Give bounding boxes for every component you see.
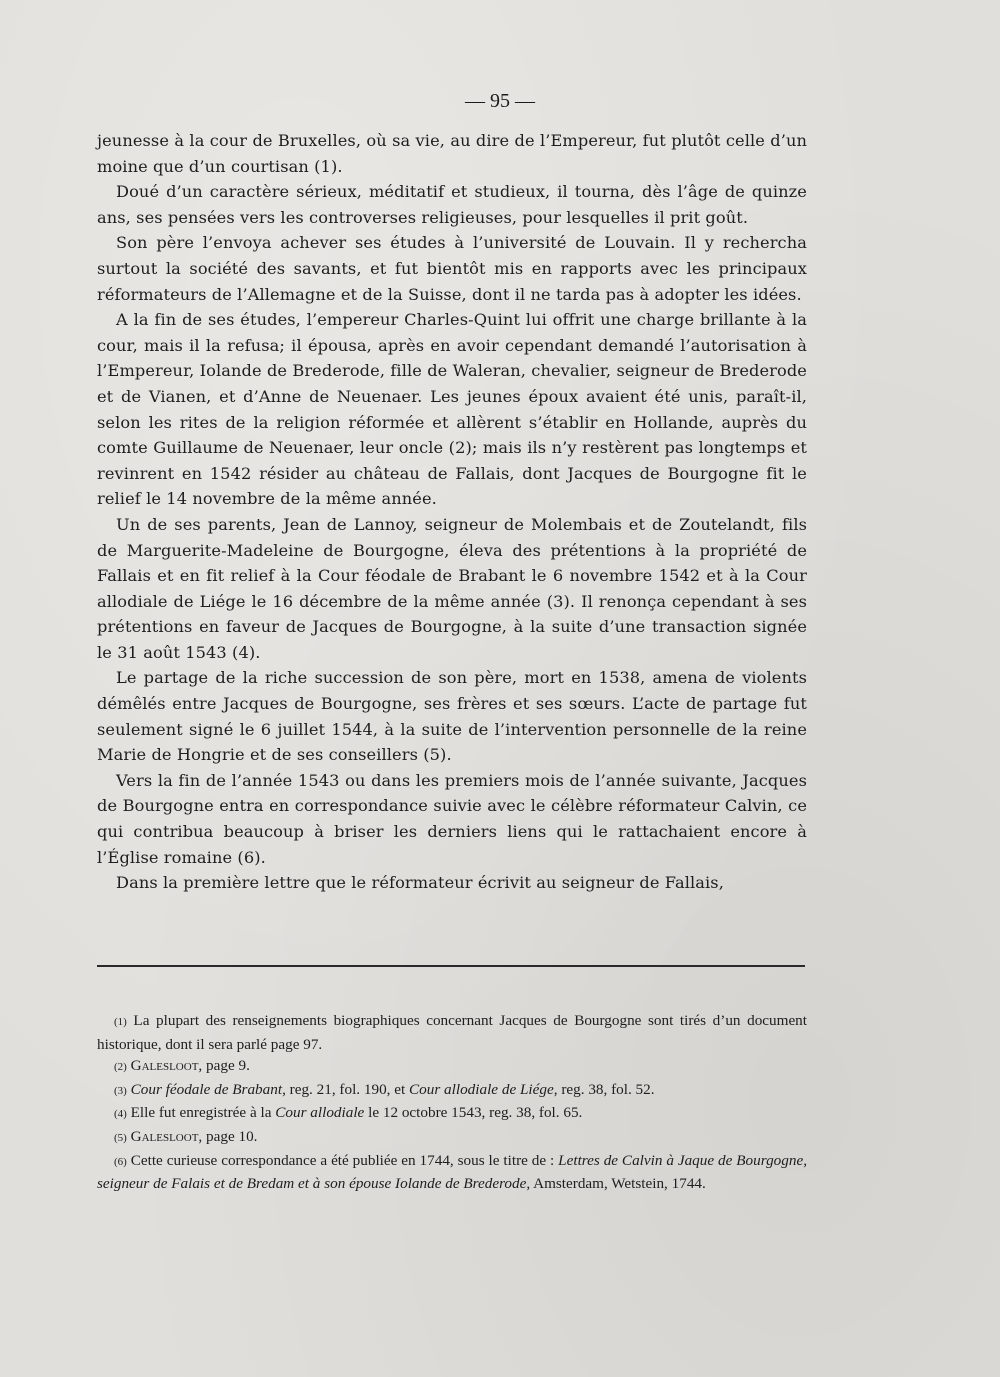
footnote-marker: (1) xyxy=(114,1016,127,1028)
footnote-marker: (3) xyxy=(114,1084,127,1097)
paragraph-6: Le partage de la riche succession de son père, mort en 1538, amena de violents démêlés entre Jacques de Bourgogne, ses frères et ses sœurs. L’acte de partage fut seulement signé le 6 juillet 1544, à la suite de l’intervention personnelle de la reine Marie de Hongrie et de ses conseillers (5). xyxy=(97,668,807,765)
footnote-text: , reg. 21, fol. 190, et xyxy=(282,1080,410,1098)
footnote-2 xyxy=(97,1055,807,1079)
paragraph-7: Vers la fin de l’année 1543 ou dans les premiers mois de l’année suivante, Jacques de Bourgogne entra en correspondance suivie avec le célèbre réformateur Calvin, ce qui contribua beaucoup à briser les derniers liens qui le rattachaient encore à l’Église romaine (6). xyxy=(97,770,807,867)
footnote-4 xyxy=(97,1102,807,1126)
footnote-5 xyxy=(97,1126,807,1150)
footnote-marker: (5) xyxy=(114,1131,127,1144)
footnote-1 xyxy=(97,1010,807,1055)
paragraph-8: Dans la première lettre que le réformateur écrivit au seigneur de Fallais, xyxy=(116,873,724,893)
footnote-text: , reg. 38, fol. 52. xyxy=(553,1080,655,1098)
footnote-text: La plupart des renseignements biographiques concernant Jacques de Bourgogne sont tirés d’un document historique, dont il sera parlé page 97. xyxy=(97,1012,807,1053)
footnote-source-title: Cour féodale de Brabant xyxy=(130,1080,283,1098)
footnote-6 xyxy=(97,1150,807,1195)
footnote-divider xyxy=(97,965,805,967)
footnotes xyxy=(97,1010,807,1195)
footnote-marker: (6) xyxy=(114,1155,127,1168)
footnote-marker: (2) xyxy=(114,1061,127,1074)
paragraph-2: Doué d’un caractère sérieux, méditatif et studieux, il tourna, dès l’âge de quinze ans, ses pensées vers les controverses religieuses, pour lesquelles il prit goût. xyxy=(97,182,807,227)
footnote-marker: (4) xyxy=(114,1108,127,1121)
footnote-3 xyxy=(97,1079,807,1103)
footnote-source-title: Cour allodiale xyxy=(275,1104,365,1122)
footnote-text: , page 9. xyxy=(198,1057,250,1075)
paragraph-5: Un de ses parents, Jean de Lannoy, seigneur de Molembais et de Zoutelandt, fils de Marguerite-Madeleine de Bourgogne, éleva des prétentions à la propriété de Fallais et en fit relief à la Cour féodale de Brabant le 6 novembre 1542 et à la Cour allodiale de Liége le 16 décembre de la même année (3). Il renonça cependant à ses prétentions en faveur de Jacques de Bourgogne, à la suite d’une transaction signée le 31 août 1543 (4). xyxy=(97,514,807,662)
footnote-book-title: Lettres de Calvin à Jaque de Bourgogne, seigneur de Falais et de Bredam et à son épouse Iolande de Brederode xyxy=(97,1151,807,1193)
footnote-text: le 12 octobre 1543, reg. 38, fol. 65. xyxy=(364,1104,583,1122)
footnote-text: , Amsterdam, Wetstein, 1744. xyxy=(526,1175,706,1193)
footnote-text: Cette curieuse correspondance a été publiée en 1744, sous le titre de : xyxy=(126,1151,559,1169)
footnote-text: , page 10. xyxy=(198,1127,258,1145)
body-text xyxy=(97,128,807,896)
footnote-source-title: Cour allodiale de Liége xyxy=(409,1080,554,1098)
page-number: — 95 — xyxy=(465,90,535,112)
paragraph-3: Son père l’envoya achever ses études à l’université de Louvain. Il y rechercha surtout la société des savants, et fut bientôt mis en rapports avec les principaux réformateurs de l’Allemagne et de la Suisse, dont il ne tarda pas à adopter les idées. xyxy=(97,233,807,304)
paragraph-1: jeunesse à la cour de Bruxelles, où sa vie, au dire de l’Empereur, fut plutôt celle d’un moine que d’un courtisan (1). xyxy=(97,131,807,176)
footnote-text: Elle fut enregistrée à la xyxy=(126,1104,276,1122)
footnote-author: Galesloot xyxy=(130,1057,199,1075)
paragraph-4: A la fin de ses études, l’empereur Charles-Quint lui offrit une charge brillante à la cour, mais il la refusa; il épousa, après en avoir cependant demandé l’autorisation à l’Empereur, Iolande de Brederode, fille de Waleran, chevalier, seigneur de Brederode et de Vianen, et d’Anne de Neuenaer. Les jeunes époux avaient été unis, paraît-il, selon les rites de la religion réformée et allèrent s’établir en Hollande, auprès du comte Guillaume de Neuenaer, leur oncle (2); mais ils n’y restèrent pas longtemps et revinrent en 1542 résider au château de Fallais, dont Jacques de Bourgogne fit le relief le 14 novembre de la même année. xyxy=(97,310,807,509)
footnote-author: Galesloot xyxy=(130,1127,199,1145)
